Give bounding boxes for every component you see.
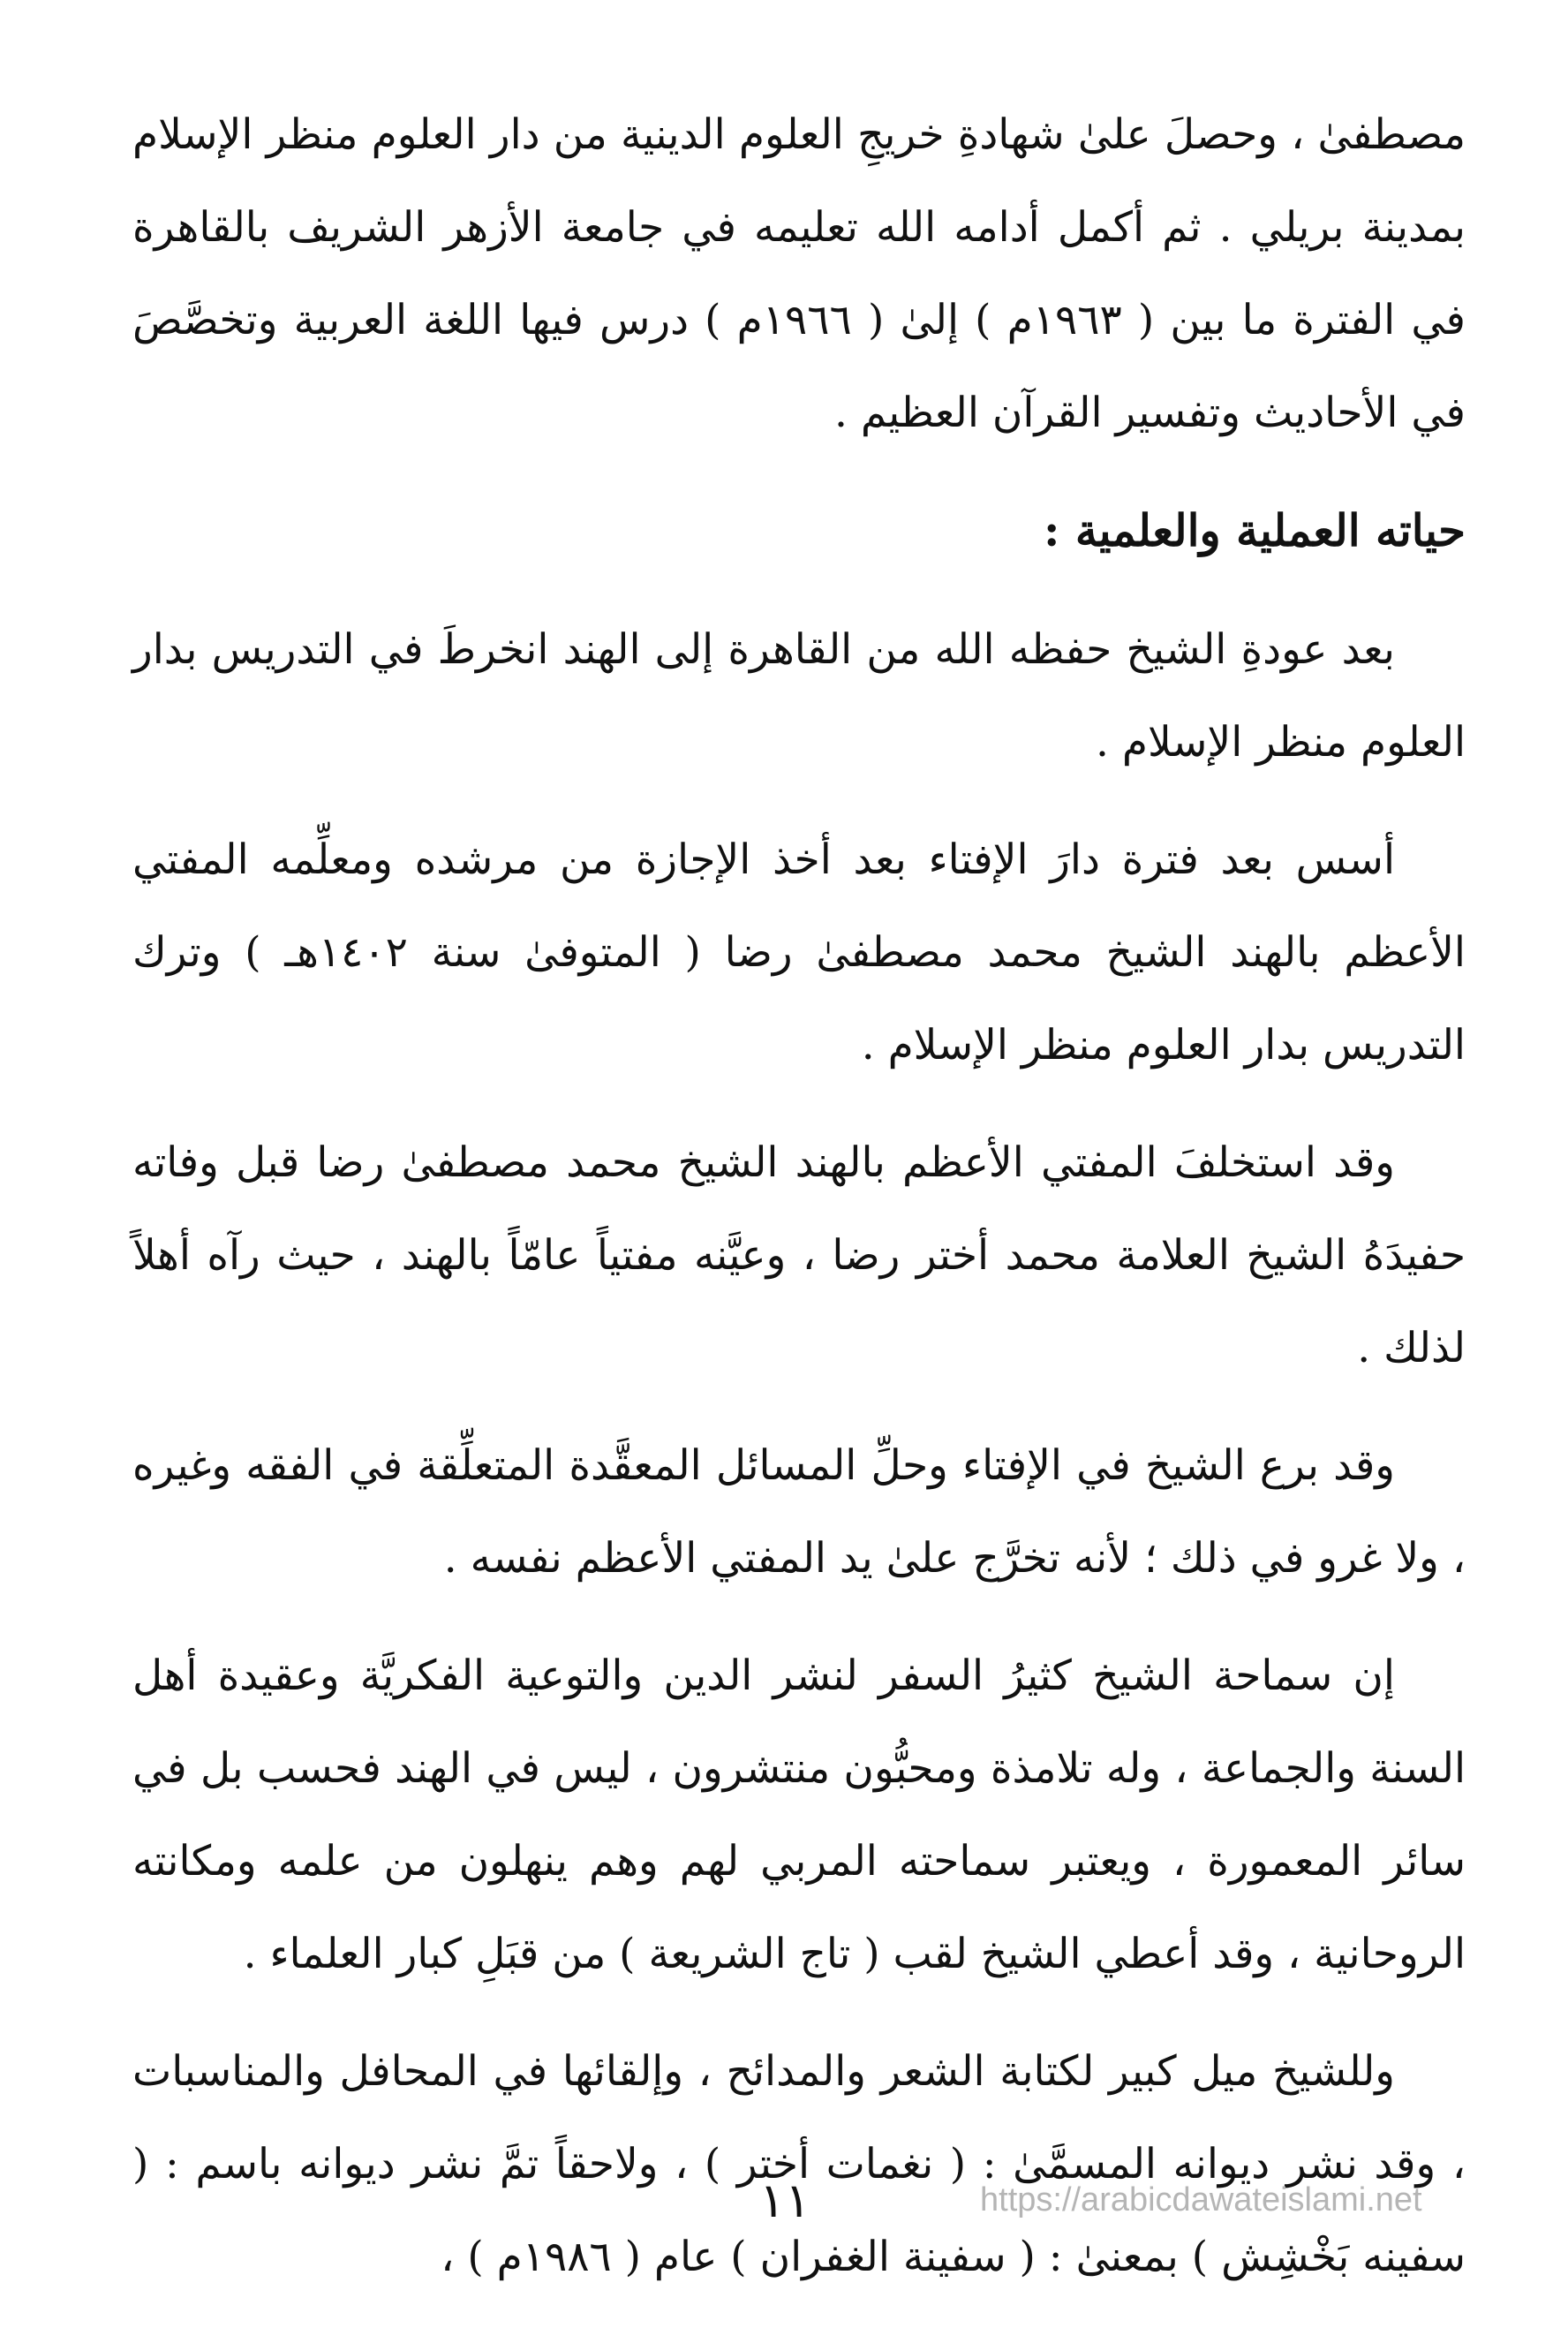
intro-paragraph: مصطفىٰ ، وحصلَ علىٰ شهادةِ خريجِ العلوم الدينية من دار العلوم منظر الإسلام بمدينة بريلي . ثم أكمل أدامه الله تعليمه في جامعة الأزهر الشريف بالقاهرة في الفترة ما بين ( ١٩٦٣م ) إلىٰ ( ١٩٦٦م ) درس فيها اللغة العربية وتخصَّصَ في الأحاديث وتفسير القرآن العظيم . [132,110,1466,437]
page-body [132,88,1466,2328]
page-number: ١١ [759,2173,811,2228]
paragraph-3: وقد استخلفَ المفتي الأعظم بالهند الشيخ محمد مصطفىٰ رضا قبل وفاته حفيدَهُ الشيخ العلامة محمد أختر رضا ، وعيَّنه مفتياً عامّاً بالهند ، حيث رآه أهلاً لذلك . [132,1138,1466,1372]
paragraph-6: وللشيخ ميل كبير لكتابة الشعر والمدائح ، وإلقائها في المحافل والمناسبات ، وقد نشر ديوانه المسمَّىٰ : ( نغمات أختر ) ، ولاحقاً تمَّ نشر ديوانه باسم : ( سفينه بَخْشِش ) بمعنىٰ : ( سفينة الغفران ) عام ( ١٩٨٦م ) ، [132,2047,1466,2281]
paragraph-4: وقد برع الشيخ في الإفتاء وحلِّ المسائل المعقَّدة المتعلِّقة في الفقه وغيره ، ولا غرو في ذلك ؛ لأنه تخرَّج علىٰ يد المفتي الأعظم نفسه . [132,1441,1466,1583]
section-heading: حياته العملية والعلمية : [1044,504,1466,556]
paragraph-2: أسس بعد فترة دارَ الإفتاء بعد أخذ الإجازة من مرشده ومعلِّمه المفتي الأعظم بالهند الشيخ محمد مصطفىٰ رضا ( المتوفىٰ سنة ١٤٠٢هـ ) وترك التدريس بدار العلوم منظر الإسلام . [132,835,1466,1070]
watermark-url: https://arabicdawateislami.net [980,2181,1422,2218]
paragraph-5: إن سماحة الشيخ كثيرُ السفر لنشر الدين والتوعية الفكريَّة وعقيدة أهل السنة والجماعة ، وله تلامذة ومحبُّون منتشرون ، ليس في الهند فحسب بل في سائر المعمورة ، ويعتبر سماحته المربي لهم وهم ينهلون من علمه ومكانته الروحانية ، وقد أعطي الشيخ لقب ( تاج الشريعة ) من قبَلِ كبار العلماء . [132,1652,1466,1978]
paragraph-1: بعد عودةِ الشيخ حفظه الله من القاهرة إلى الهند انخرطَ في التدريس بدار العلوم منظر الإسلام . [132,625,1466,767]
